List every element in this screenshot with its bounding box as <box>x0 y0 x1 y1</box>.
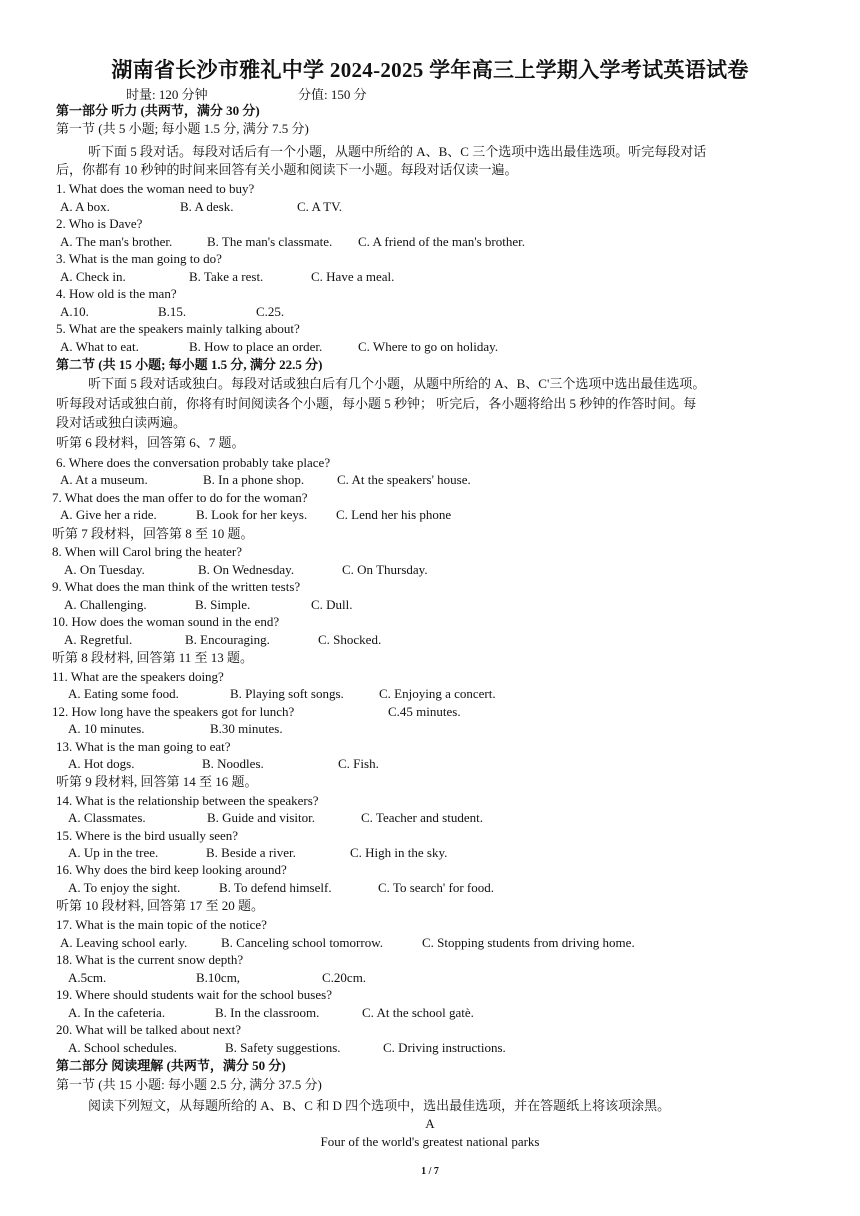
q16-option-a: A. To enjoy the sight. <box>68 880 181 895</box>
q19-option-c: C. At the school gatè. <box>362 1005 474 1020</box>
q15-option-a: A. Up in the tree. <box>68 845 159 860</box>
q9-option-a: A. Challenging. <box>64 597 147 612</box>
question-17: 17. What is the main topic of the notice? <box>56 917 267 932</box>
question-18: 18. What is the current snow depth? <box>56 952 244 967</box>
q2-option-b: B. The man's classmate. <box>207 234 333 249</box>
q8-option-c: C. On Thursday. <box>342 562 428 577</box>
exam-score: 分值: 150 分 <box>298 87 367 102</box>
material-10-note: 听第 10 段材料, 回答第 17 至 20 题。 <box>56 898 265 913</box>
q3-option-b: B. Take a rest. <box>189 269 264 284</box>
question-2: 2. Who is Dave? <box>56 216 143 231</box>
part1-sec1-instr-2: 后，你都有 10 秒钟的时间来回答有关小题和阅读下一小题。每段对话仅读一遍。 <box>56 162 518 177</box>
q12-option-b: B.30 minutes. <box>210 721 283 736</box>
part2-instr: 阅读下列短文，从每题所给的 A、B、C 和 D 四个选项中，选出最佳选项，并在答题纸上将该项涂黑。 <box>88 1098 671 1113</box>
q18-option-c: C.20cm. <box>322 970 367 985</box>
part1-sec2-instr-2: 听每段对话或独白前，你将有时间阅读各个小题，每小题 5 秒钟； 听完后，各小题将给出 5 秒钟的作答时间。每 <box>56 396 697 411</box>
question-16: 16. Why does the bird keep looking around? <box>56 862 287 877</box>
q17-option-a: A. Leaving school early. <box>60 935 188 950</box>
q6-option-b: B. In a phone shop. <box>203 472 305 487</box>
q12-option-a: A. 10 minutes. <box>68 721 145 736</box>
material-7-note: 听第 7 段材料，回答第 8 至 10 题。 <box>52 526 254 541</box>
q13-option-c: C. Fish. <box>338 756 379 771</box>
q11-option-c: C. Enjoying a concert. <box>379 686 496 701</box>
material-9-note: 听第 9 段材料, 回答第 14 至 16 题。 <box>56 774 258 789</box>
part1-sec1-heading: 第一节 (共 5 小题; 每小题 1.5 分, 满分 7.5 分) <box>56 121 309 136</box>
q10-option-b: B. Encouraging. <box>185 632 270 647</box>
q16-option-c: C. To search' for food. <box>378 880 494 895</box>
q4-option-c: C.25. <box>256 304 285 319</box>
q11-option-a: A. Eating some food. <box>68 686 179 701</box>
part2-heading: 第二部分 阅读理解 (共两节，满分 50 分) <box>56 1058 286 1073</box>
question-15: 15. Where is the bird usually seen? <box>56 828 239 843</box>
q14-option-a: A. Classmates. <box>68 810 146 825</box>
question-4: 4. How old is the man? <box>56 286 177 301</box>
question-7: 7. What does the man offer to do for the woman? <box>52 490 308 505</box>
q20-option-a: A. School schedules. <box>68 1040 178 1055</box>
material-6-note: 听第 6 段材料，回答第 6、7 题。 <box>56 435 245 450</box>
question-9: 9. What does the man think of the written tests? <box>52 579 301 594</box>
question-8: 8. When will Carol bring the heater? <box>52 544 243 559</box>
q4-option-a: A.10. <box>60 304 89 319</box>
exam-title: 湖南省长沙市雅礼中学 2024-2025 学年高三上学期入学考试英语试卷 <box>111 58 749 82</box>
exam-time: 时量: 120 分钟 <box>126 87 208 102</box>
q2-option-c: C. A friend of the man's brother. <box>358 234 525 249</box>
question-19: 19. Where should students wait for the school buses? <box>56 987 332 1002</box>
q15-option-b: B. Beside a river. <box>206 845 296 860</box>
q19-option-a: A. In the cafeteria. <box>68 1005 166 1020</box>
q7-option-c: C. Lend her his phone <box>336 507 452 522</box>
part1-sec2-instr-3: 段对话或独白读两遍。 <box>56 415 187 430</box>
question-14: 14. What is the relationship between the speakers? <box>56 793 319 808</box>
q1-option-c: C. A TV. <box>297 199 343 214</box>
q7-option-a: A. Give her a ride. <box>60 507 157 522</box>
q5-option-c: C. Where to go on holiday. <box>358 339 499 354</box>
question-5: 5. What are the speakers mainly talking about? <box>56 321 300 336</box>
q13-option-b: B. Noodles. <box>202 756 264 771</box>
question-10: 10. How does the woman sound in the end? <box>52 614 280 629</box>
q11-option-b: B. Playing soft songs. <box>230 686 344 701</box>
q8-option-b: B. On Wednesday. <box>198 562 295 577</box>
q16-option-b: B. To defend himself. <box>219 880 332 895</box>
passage-letter: A <box>425 1116 435 1131</box>
q3-option-c: C. Have a meal. <box>311 269 395 284</box>
question-12: 12. How long have the speakers got for lunch? <box>52 704 295 719</box>
question-3: 3. What is the man going to do? <box>56 251 222 266</box>
q18-option-a: A.5cm. <box>68 970 107 985</box>
q7-option-b: B. Look for her keys. <box>196 507 308 522</box>
q14-option-c: C. Teacher and student. <box>361 810 483 825</box>
q20-option-c: C. Driving instructions. <box>383 1040 506 1055</box>
q3-option-a: A. Check in. <box>60 269 126 284</box>
question-6: 6. Where does the conversation probably take place? <box>56 455 331 470</box>
q10-option-a: A. Regretful. <box>64 632 133 647</box>
q17-option-c: C. Stopping students from driving home. <box>422 935 635 950</box>
question-11: 11. What are the speakers doing? <box>52 669 224 684</box>
q1-option-a: A. A box. <box>60 199 110 214</box>
exam-meta <box>126 84 367 103</box>
q1-option-b: B. A desk. <box>180 199 234 214</box>
q19-option-b: B. In the classroom. <box>215 1005 320 1020</box>
q5-option-b: B. How to place an order. <box>189 339 323 354</box>
q8-option-a: A. On Tuesday. <box>64 562 145 577</box>
passage-title: Four of the world's greatest national parks <box>320 1134 540 1149</box>
page-number: 1 / 7 <box>421 1166 439 1177</box>
q10-option-c: C. Shocked. <box>318 632 382 647</box>
q17-option-b: B. Canceling school tomorrow. <box>221 935 383 950</box>
q2-option-a: A. The man's brother. <box>60 234 173 249</box>
q9-option-b: B. Simple. <box>195 597 251 612</box>
part1-sec1-instr-1: 听下面 5 段对话。每段对话后有一个小题，从题中所给的 A、B、C 三个选项中选出最佳选项。听完每段对话 <box>88 144 707 159</box>
question-1: 1. What does the woman need to buy? <box>56 181 255 196</box>
q15-option-c: C. High in the sky. <box>350 845 448 860</box>
part1-heading: 第一部分 听力 (共两节，满分 30 分) <box>56 103 260 118</box>
q9-option-c: C. Dull. <box>311 597 353 612</box>
q6-option-c: C. At the speakers' house. <box>337 472 471 487</box>
q13-option-a: A. Hot dogs. <box>68 756 135 771</box>
q5-option-a: A. What to eat. <box>60 339 139 354</box>
material-8-note: 听第 8 段材料, 回答第 11 至 13 题。 <box>52 650 254 665</box>
q14-option-b: B. Guide and visitor. <box>207 810 315 825</box>
question-13: 13. What is the man going to eat? <box>56 739 231 754</box>
part2-sec1-heading: 第一节 (共 15 小题: 每小题 2.5 分, 满分 37.5 分) <box>56 1077 322 1092</box>
q18-option-b: B.10cm, <box>196 970 241 985</box>
q12-option-c: C.45 minutes. <box>388 704 461 719</box>
question-20: 20. What will be talked about next? <box>56 1022 241 1037</box>
part1-sec2-heading: 第二节 (共 15 小题; 每小题 1.5 分, 满分 22.5 分) <box>56 357 323 372</box>
q6-option-a: A. At a museum. <box>60 472 148 487</box>
part1-sec2-instr-1: 听下面 5 段对话或独白。每段对话或独白后有几个小题，从题中所给的 A、B、C'三个选项中选出最佳选项。 <box>88 376 706 391</box>
q20-option-b: B. Safety suggestions. <box>225 1040 341 1055</box>
q4-option-b: B.15. <box>158 304 187 319</box>
